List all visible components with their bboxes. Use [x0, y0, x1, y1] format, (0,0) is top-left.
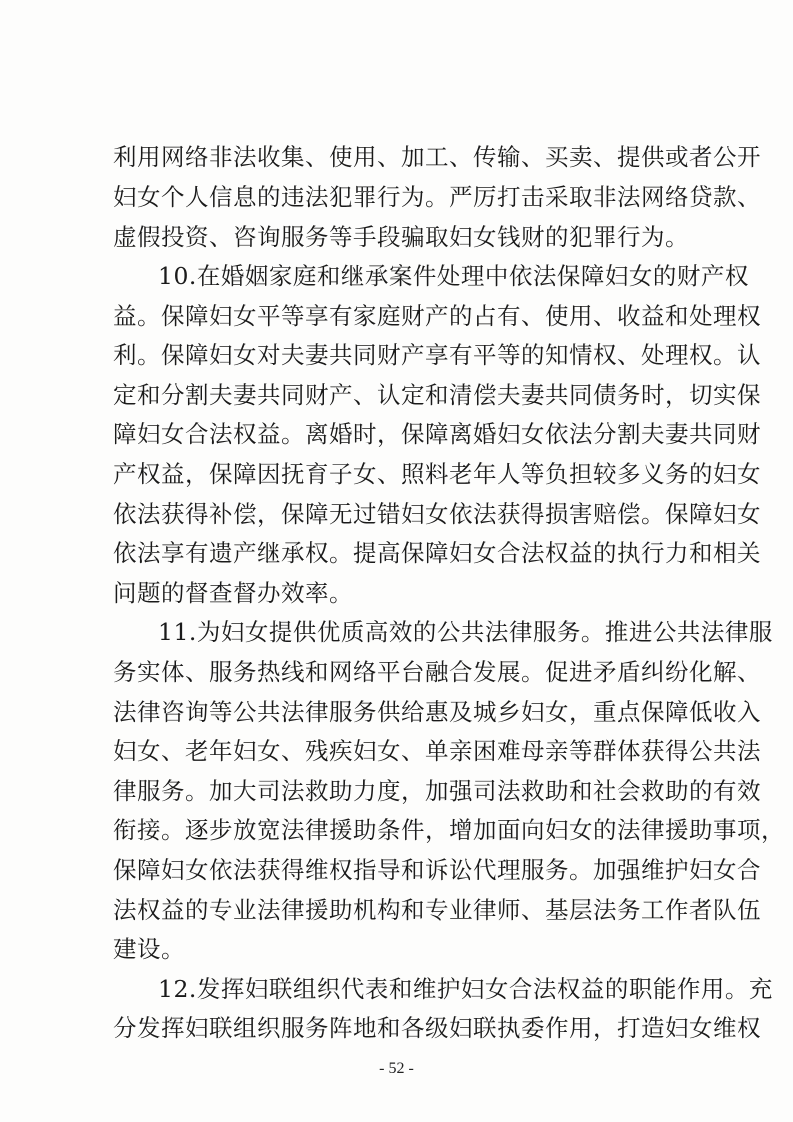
text-line: 法权益的专业法律援助机构和专业律师、基层法务工作者队伍: [113, 896, 761, 924]
text-line: 产权益，保障因抚育子女、照料老年人等负担较多义务的妇女: [113, 460, 761, 488]
text-line: 依法获得补偿，保障无过错妇女依法获得损害赔偿。保障妇女: [113, 500, 761, 528]
text-line: 法律咨询等公共法律服务供给惠及城乡妇女，重点保障低收入: [113, 698, 761, 726]
text-line: 建设。: [113, 935, 185, 963]
paragraph-heading-12: 12.发挥妇联组织代表和维护妇女合法权益的职能作用。充: [158, 975, 773, 1003]
text-line: 虚假投资、咨询服务等手段骗取妇女钱财的犯罪行为。: [113, 223, 689, 251]
text-line: 保障妇女依法获得维权指导和诉讼代理服务。加强维护妇女合: [113, 856, 761, 884]
paragraph-heading-11: 11.为妇女提供优质高效的公共法律服务。推进公共法律服: [158, 618, 773, 646]
text-line: 定和分割夫妻共同财产、认定和清偿夫妻共同债务时，切实保: [113, 381, 761, 409]
page-number: - 52 -: [379, 1060, 414, 1077]
text-line: 益。保障妇女平等享有家庭财产的占有、使用、收益和处理权: [113, 302, 761, 330]
text-line: 依法享有遗产继承权。提高保障妇女合法权益的执行力和相关: [113, 539, 761, 567]
text-line: 分发挥妇联组织服务阵地和各级妇联执委作用，打造妇女维权: [113, 1014, 761, 1042]
text-line: 利用网络非法收集、使用、加工、传输、买卖、提供或者公开: [113, 143, 761, 171]
text-line: 问题的督查督办效率。: [113, 579, 353, 607]
text-line: 务实体、服务热线和网络平台融合发展。促进矛盾纠纷化解、: [113, 658, 761, 686]
text-line: 障妇女合法权益。离婚时，保障离婚妇女依法分割夫妻共同财: [113, 420, 761, 448]
text-line: 律服务。加大司法救助力度，加强司法救助和社会救助的有效: [113, 777, 761, 805]
text-line: 妇女、老年妇女、残疾妇女、单亲困难母亲等群体获得公共法: [113, 737, 761, 765]
text-line: 衔接。逐步放宽法律援助条件，增加面向妇女的法律援助事项，: [113, 816, 785, 844]
paragraph-heading-10: 10.在婚姻家庭和继承案件处理中依法保障妇女的财产权: [158, 262, 749, 290]
text-line: 利。保障妇女对夫妻共同财产享有平等的知情权、处理权。认: [113, 341, 761, 369]
text-line: 妇女个人信息的违法犯罪行为。严厉打击采取非法网络贷款、: [113, 183, 761, 211]
